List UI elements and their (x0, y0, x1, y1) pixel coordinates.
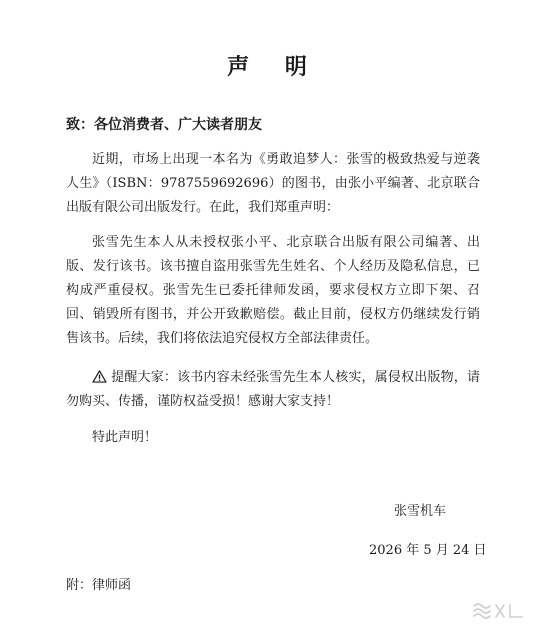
paragraph-declaration: 张雪先生本人从未授权张小平、北京联合出版有限公司编著、出版、发行该书。该书擅自盗用张雪先生姓名、个人经历及隐私信息，已构成严重侵权。张雪先生已委托律师发函，要求侵权方立即下架、召回、销毁所有图书，并公开致歉赔偿。截止目前，侵权方仍继续发行销售该书。后续，我们将依法追究侵权方全部法律责任。 (66, 235, 480, 346)
paragraph-intro: 近期，市场上出现一本名为《勇敢追梦人：张雪的极致热爱与逆袭人生》（ISBN：9787559692696）的图书，由张小平编著、北京联合出版有限公司出版发行。在此，我们郑重声明： (66, 152, 480, 215)
warning-triangle-icon (92, 370, 107, 383)
salutation: 致：各位消费者、广大读者朋友 (66, 117, 262, 133)
paragraph-closing: 特此声明！ (92, 430, 158, 445)
signature: 张雪机车 (394, 504, 447, 519)
paragraph-reminder (66, 366, 480, 414)
watermark-logo-icon (470, 600, 526, 622)
statement-date: 2026 年 5 月 24 日 (369, 543, 487, 558)
attachment-note: 附：律师函 (66, 578, 132, 593)
document-title: 声 明 (227, 54, 321, 80)
reminder-text: 提醒大家：该书内容未经张雪先生本人核实，属侵权出版物，请勿购买、传播，谨防权益受损！感谢大家支持！ (66, 370, 480, 409)
